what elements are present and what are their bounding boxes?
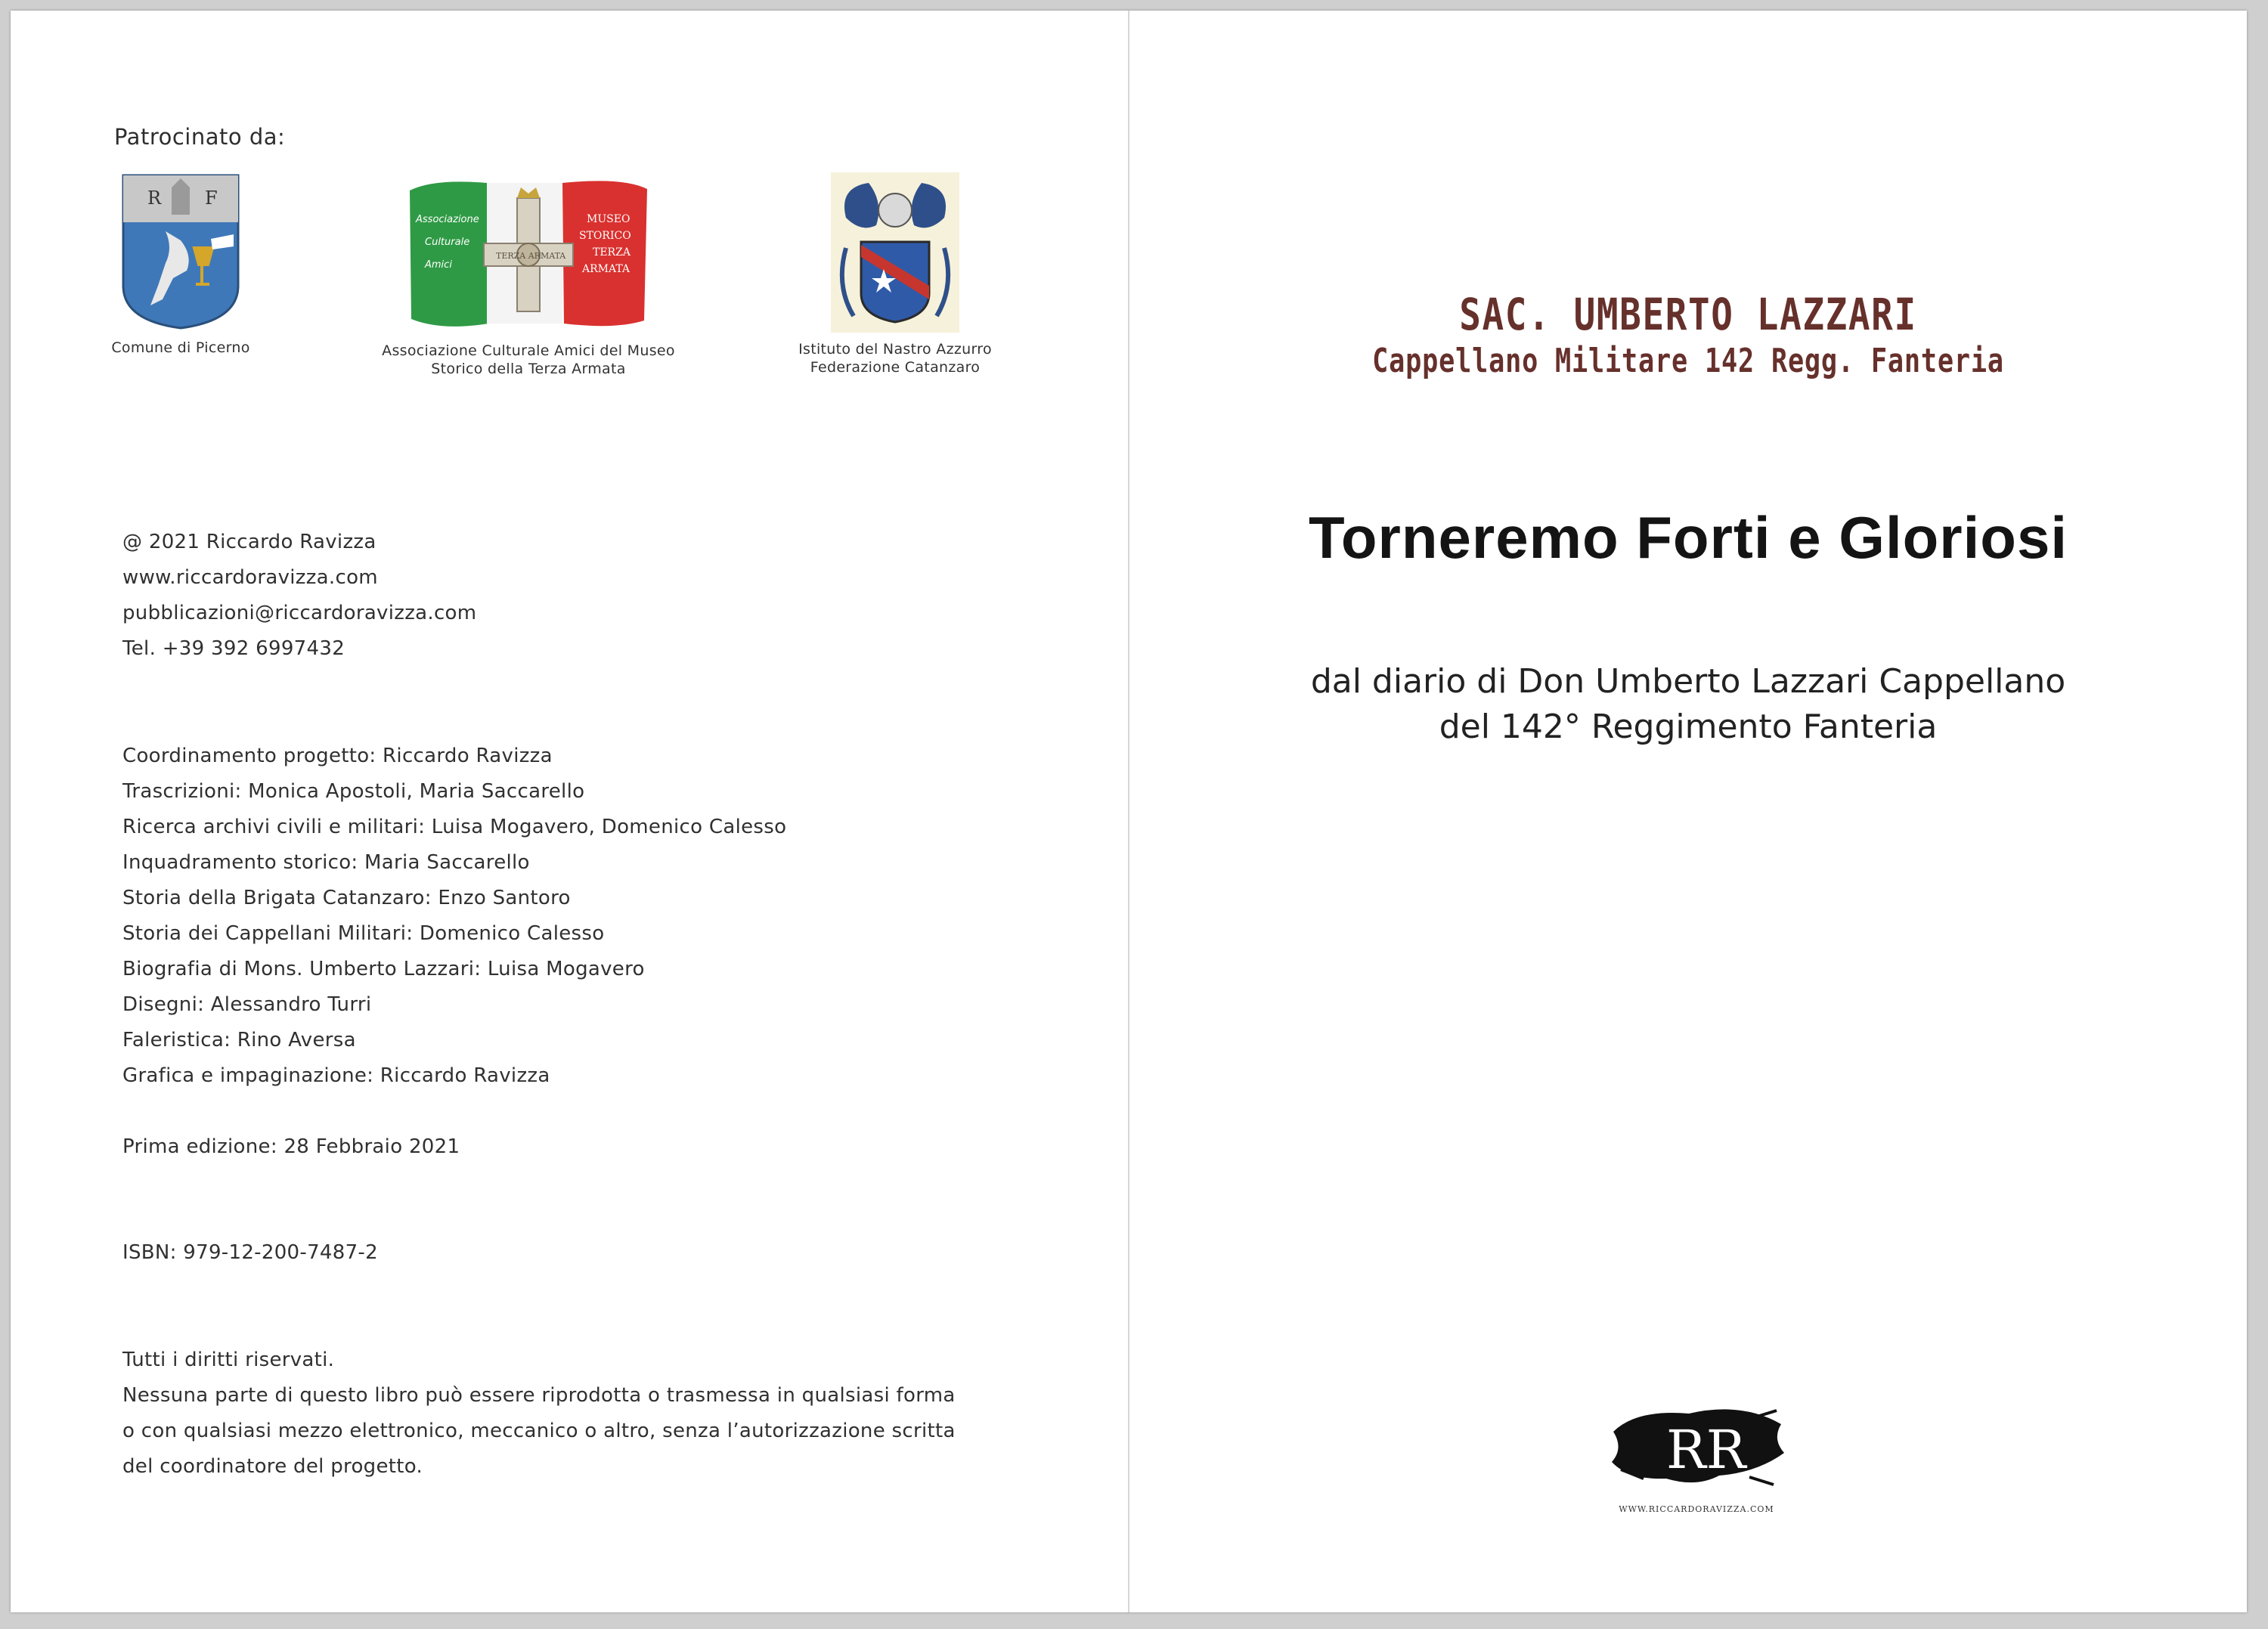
logo-caption-line-1: Associazione Culturale Amici del Museo bbox=[382, 342, 675, 359]
emblem-letter-r: R bbox=[147, 187, 162, 209]
heraldic-crest-icon bbox=[831, 172, 959, 333]
publisher-logo bbox=[1606, 1394, 1787, 1514]
emblem-left-text-3: Amici bbox=[425, 259, 452, 271]
credit-line: Storia dei Cappellani Militari: Domenico Calesso bbox=[122, 922, 605, 945]
emblem-right-text-1: MUSEO bbox=[587, 213, 631, 225]
logo-comune-di-picerno bbox=[86, 172, 275, 357]
credit-line: Coordinamento progetto: Riccardo Ravizza bbox=[122, 745, 553, 767]
left-page bbox=[11, 11, 1128, 1612]
website-line: www.riccardoravizza.com bbox=[122, 566, 378, 589]
rights-line: o con qualsiasi mezzo elettronico, meccanico o altro, senza l’autorizzazione scritta bbox=[122, 1420, 956, 1442]
logo-caption-line-2: Storico della Terza Armata bbox=[431, 361, 626, 377]
isbn-line: ISBN: 979-12-200-7487-2 bbox=[122, 1241, 378, 1264]
logo-caption: Comune di Picerno bbox=[111, 339, 250, 356]
emblem-left-text-2: Culturale bbox=[425, 237, 470, 248]
rights-line: Tutti i diritti riservati. bbox=[122, 1349, 335, 1371]
subtitle-line-1: dal diario di Don Umberto Lazzari Cappellano bbox=[1310, 662, 2066, 701]
tricolor-cross-icon bbox=[404, 175, 653, 334]
phone-line: Tel. +39 392 6997432 bbox=[122, 637, 345, 660]
logo-caption-line-2: Federazione Catanzaro bbox=[810, 359, 981, 376]
credit-line: Biografia di Mons. Umberto Lazzari: Luisa Mogavero bbox=[122, 958, 645, 980]
rights-line: del coordinatore del progetto. bbox=[122, 1455, 423, 1478]
right-page bbox=[1129, 11, 2247, 1612]
contact-block bbox=[122, 525, 476, 667]
stamp-name: SAC. UMBERTO LAZZARI bbox=[1459, 289, 1917, 340]
brush-stroke-logo-icon bbox=[1606, 1394, 1787, 1500]
logo-caption-line-1: Istituto del Nastro Azzurro bbox=[798, 341, 992, 358]
emblem-right-text-2: STORICO bbox=[579, 230, 631, 242]
edition-line: Prima edizione: 28 Febbraio 2021 bbox=[122, 1135, 460, 1158]
book-spread bbox=[11, 11, 2247, 1612]
coat-of-arms-icon bbox=[120, 172, 241, 331]
sponsor-heading: Patrocinato da: bbox=[114, 124, 286, 150]
copyright-line: @ 2021 Riccardo Ravizza bbox=[122, 531, 376, 553]
credit-line: Trascrizioni: Monica Apostoli, Maria Saccarello bbox=[122, 780, 585, 803]
credit-line: Inquadramento storico: Maria Saccarello bbox=[122, 851, 530, 874]
emblem-right-text-4: ARMATA bbox=[582, 263, 631, 275]
rights-line: Nessuna parte di questo libro può essere riprodotta o trasmessa in qualsiasi forma bbox=[122, 1384, 956, 1407]
email-line: pubblicazioni@riccardoravizza.com bbox=[122, 602, 477, 624]
emblem-left-text-1: Associazione bbox=[416, 214, 479, 225]
credit-line: Disegni: Alessandro Turri bbox=[122, 993, 372, 1016]
credit-line: Faleristica: Rino Aversa bbox=[122, 1029, 356, 1051]
chaplain-stamp bbox=[1129, 289, 2247, 380]
emblem-right-text-3: TERZA bbox=[593, 246, 631, 259]
publisher-url: WWW.RICCARDORAVIZZA.COM bbox=[1619, 1504, 1774, 1514]
logo-istituto-nastro-azzurro bbox=[759, 172, 1031, 376]
stamp-role: Cappellano Militare 142 Regg. Fanteria bbox=[1372, 342, 2004, 380]
emblem-letter-f: F bbox=[205, 187, 218, 209]
credit-line: Grafica e impaginazione: Riccardo Ravizza bbox=[122, 1064, 550, 1087]
credit-line: Storia della Brigata Catanzaro: Enzo Santoro bbox=[122, 887, 571, 909]
credits-block bbox=[122, 739, 786, 1094]
publisher-letters: RR bbox=[1666, 1419, 1746, 1481]
cross-center-text: TERZA ARMATA bbox=[496, 251, 566, 261]
subtitle-line-2: del 142° Reggimento Fanteria bbox=[1439, 708, 1938, 746]
rights-block bbox=[122, 1343, 956, 1485]
book-title: Torneremo Forti e Gloriosi bbox=[1308, 504, 2068, 571]
logo-associazione-culturale bbox=[358, 175, 699, 378]
credit-line: Ricerca archivi civili e militari: Luisa Mogavero, Domenico Calesso bbox=[122, 816, 787, 838]
book-subtitle bbox=[1129, 659, 2247, 750]
